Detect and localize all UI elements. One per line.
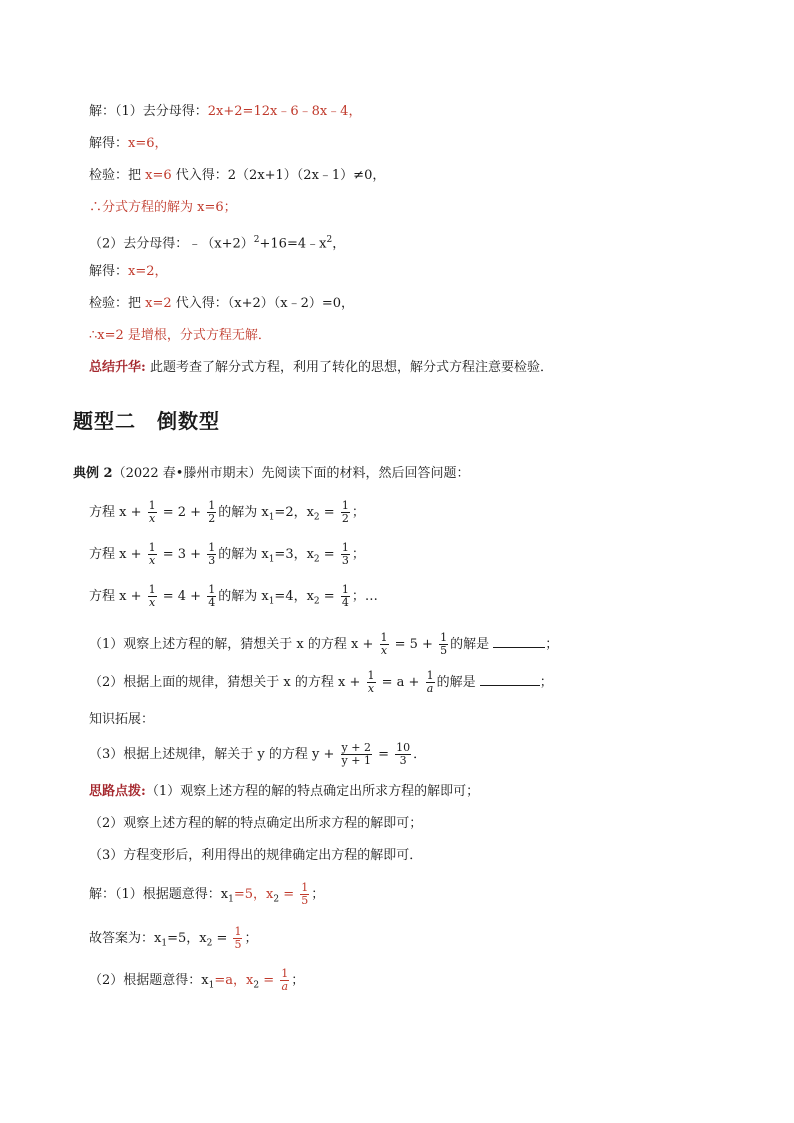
numerator: y + 2 — [341, 741, 371, 754]
subscript: 1 — [161, 938, 168, 949]
denominator: x — [149, 512, 156, 525]
numerator: 1 — [148, 583, 156, 596]
equation: 2x+2=12x﹣6﹣8x﹣4， — [207, 104, 362, 119]
example-label: 典例 2 — [73, 466, 113, 481]
hint-label: 思路点拨: — [89, 784, 146, 799]
answer-line-3: （2）根据题意得：$x_1=a$，$x_2$ = $\frac{1}{a}$ ； — [89, 967, 305, 993]
text: =5，x — [167, 931, 207, 946]
numerator: 1 — [341, 499, 349, 512]
text: 方程 x + — [89, 505, 146, 520]
question-1 — [89, 632, 558, 657]
answer-blank[interactable] — [480, 685, 540, 686]
knowledge-extension: 知识拓展： — [89, 712, 155, 727]
text: 检验：把 — [89, 168, 146, 183]
fraction — [148, 584, 157, 609]
text: ； — [244, 931, 258, 946]
denominator: 5 — [301, 894, 309, 907]
text: ； — [545, 637, 559, 652]
text: 解得： — [89, 264, 129, 279]
question-3 — [89, 742, 426, 767]
summary-text: 此题考查了解分式方程，利用了转化的思想，解分式方程注意要检验． — [145, 360, 553, 375]
text: 解：（1）去分母得： — [89, 104, 208, 119]
denominator: 5 — [440, 644, 448, 657]
material-equation-1: 方程 x + $\frac{1}{x}$ = 2 + $\frac{1}{2}$ 的解为 $x_1=2$，$x_2$ = $\frac{1}{2}$ ； — [89, 499, 365, 525]
text: =4，x — [274, 589, 314, 604]
equation: x=6， — [128, 136, 168, 151]
text: ； — [351, 505, 365, 520]
answer-line-1: 解：（1）根据题意得：$x_1=5$，$x_2$ = $\frac{1}{5}$ ； — [89, 881, 325, 907]
fraction — [341, 500, 350, 525]
superscript: 2 — [253, 235, 260, 245]
fraction — [207, 500, 216, 525]
text: +16=4﹣x — [259, 236, 327, 252]
subscript: 1 — [268, 512, 275, 523]
hint-line-3: （3）方程变形后，利用得出的规律确定出方程的解即可． — [89, 848, 423, 863]
text: （2）去分母得：﹣（x+2） — [89, 236, 254, 252]
solution-line-3 — [89, 166, 385, 186]
text: 解得： — [89, 136, 129, 151]
solution-line-4: ∴分式方程的解为 x=6； — [89, 200, 237, 215]
solution-line-2 — [89, 134, 168, 154]
fraction — [380, 632, 389, 657]
text: 检验：把 — [89, 296, 146, 311]
denominator: a — [426, 682, 434, 695]
text: 方程 x + — [89, 589, 146, 604]
text: （3）根据上述规律，解关于 y 的方程 y + — [89, 747, 339, 762]
text: =2，x — [274, 505, 314, 520]
text: = 4 + — [158, 589, 206, 604]
text: = 2 + — [158, 505, 206, 520]
fraction — [426, 670, 435, 695]
text: 的解是 — [436, 675, 480, 690]
denominator: 4 — [341, 596, 349, 609]
text: ； — [311, 887, 325, 902]
denominator: y + 1 — [341, 754, 371, 767]
subscript: 2 — [313, 512, 320, 523]
fraction — [300, 882, 309, 907]
text: 的解是 — [450, 637, 494, 652]
text: （2）根据题意得：x — [89, 973, 209, 988]
text: 代入得：（x+2）（x﹣2）=0， — [171, 296, 355, 311]
denominator: 5 — [234, 938, 242, 951]
material-equation-3: 方程 x + $\frac{1}{x}$ = 4 + $\frac{1}{4}$ 的解为 $x_1=4$，$x_2$ = $\frac{1}{4}$ ；… — [89, 583, 378, 609]
solution-line-8: ∴x=2 是增根，分式方程无解． — [89, 328, 271, 343]
fraction — [280, 968, 289, 993]
answer-blank[interactable] — [493, 647, 545, 648]
denominator: 3 — [208, 554, 216, 567]
text: 方程 x + — [89, 547, 146, 562]
example-source: （2022 春•滕州市期末）先阅读下面的材料，然后回答问题： — [112, 466, 470, 481]
material-equation-2: 方程 x + $\frac{1}{x}$ = 3 + $\frac{1}{3}$ 的解为 $x_1=3$，$x_2$ = $\frac{1}{3}$ ； — [89, 541, 365, 567]
subscript: 1 — [208, 980, 215, 991]
numerator: 1 — [281, 967, 289, 980]
fraction — [367, 670, 376, 695]
fraction — [341, 584, 350, 609]
text: 代入得：2（2x+1）（2x﹣1）≠0， — [171, 168, 386, 183]
fraction — [148, 500, 157, 525]
equation: x=2， — [128, 264, 168, 279]
subscript: 1 — [268, 554, 275, 565]
numerator: 1 — [341, 541, 349, 554]
numerator: 1 — [208, 583, 216, 596]
denominator: 2 — [341, 512, 349, 525]
numerator: 1 — [426, 669, 434, 682]
denominator: 4 — [208, 596, 216, 609]
fraction — [341, 742, 372, 767]
denominator: x — [380, 644, 388, 657]
text: 的解为 x — [218, 589, 269, 604]
numerator: 1 — [148, 499, 156, 512]
denominator: 3 — [399, 754, 407, 767]
text: =3，x — [274, 547, 314, 562]
denominator: x — [367, 682, 375, 695]
text: = — [373, 747, 394, 762]
subscript: 2 — [313, 596, 320, 607]
section-heading: 题型二 倒数型 — [73, 409, 220, 433]
subscript: 2 — [313, 554, 320, 565]
denominator: x — [149, 596, 156, 609]
equation: x=2 — [145, 296, 172, 311]
text: （2）根据上面的规律，猜想关于 x 的方程 x + — [89, 675, 365, 690]
numerator: 1 — [234, 925, 242, 938]
equation: =5，x — [233, 887, 274, 902]
text: ， — [332, 236, 346, 252]
equation: =a，x — [214, 973, 254, 988]
answer-line-2: 故答案为：$x_1=5$，$x_2$ = $\frac{1}{5}$ ； — [89, 925, 258, 951]
hint-text: （1）观察上述方程的解的特点确定出所求方程的解即可； — [145, 784, 480, 799]
equation: x=6 — [145, 168, 172, 183]
numerator: 1 — [341, 583, 349, 596]
numerator: 1 — [367, 669, 375, 682]
text: 故答案为：x — [89, 931, 162, 946]
summary-line — [89, 358, 553, 378]
numerator: 1 — [208, 499, 216, 512]
example-title — [73, 464, 469, 484]
subscript: 2 — [273, 894, 280, 905]
denominator: x — [149, 554, 156, 567]
solution-line-1 — [89, 102, 361, 122]
denominator: 2 — [208, 512, 216, 525]
question-2 — [89, 670, 553, 695]
text: 的解为 x — [218, 547, 269, 562]
solution-line-6 — [89, 262, 168, 282]
solution-line-5 — [89, 230, 345, 254]
fraction — [439, 632, 448, 657]
text: 解：（1）根据题意得：x — [89, 887, 229, 902]
numerator: 1 — [208, 541, 216, 554]
numerator: 1 — [380, 631, 388, 644]
subscript: 2 — [253, 980, 260, 991]
subscript: 1 — [268, 596, 275, 607]
fraction — [207, 584, 216, 609]
fraction — [233, 926, 242, 951]
hint-line-2: （2）观察上述方程的解的特点确定出所求方程的解即可； — [89, 816, 423, 831]
text: ； — [291, 973, 305, 988]
text: ． — [413, 747, 427, 762]
text: ； — [351, 547, 365, 562]
fraction — [148, 542, 157, 567]
fraction — [207, 542, 216, 567]
text: 的解为 x — [218, 505, 269, 520]
solution-line-7 — [89, 294, 354, 314]
numerator: 1 — [301, 881, 309, 894]
fraction — [341, 542, 350, 567]
subscript: 1 — [228, 894, 234, 905]
text: ；… — [351, 589, 378, 604]
subscript: 2 — [206, 938, 213, 949]
text: = 3 + — [158, 547, 206, 562]
summary-label: 总结升华: — [89, 360, 146, 375]
numerator: 1 — [440, 631, 448, 644]
text: （1）观察上述方程的解，猜想关于 x 的方程 x + — [89, 637, 378, 652]
numerator: 10 — [396, 741, 411, 754]
text: ； — [539, 675, 553, 690]
text: = 5 + — [390, 637, 438, 652]
numerator: 1 — [148, 541, 156, 554]
text: = a + — [377, 675, 424, 690]
hint-line-1 — [89, 782, 479, 802]
denominator: a — [281, 980, 289, 993]
fraction — [395, 742, 411, 767]
superscript: 2 — [326, 235, 333, 245]
denominator: 3 — [341, 554, 349, 567]
